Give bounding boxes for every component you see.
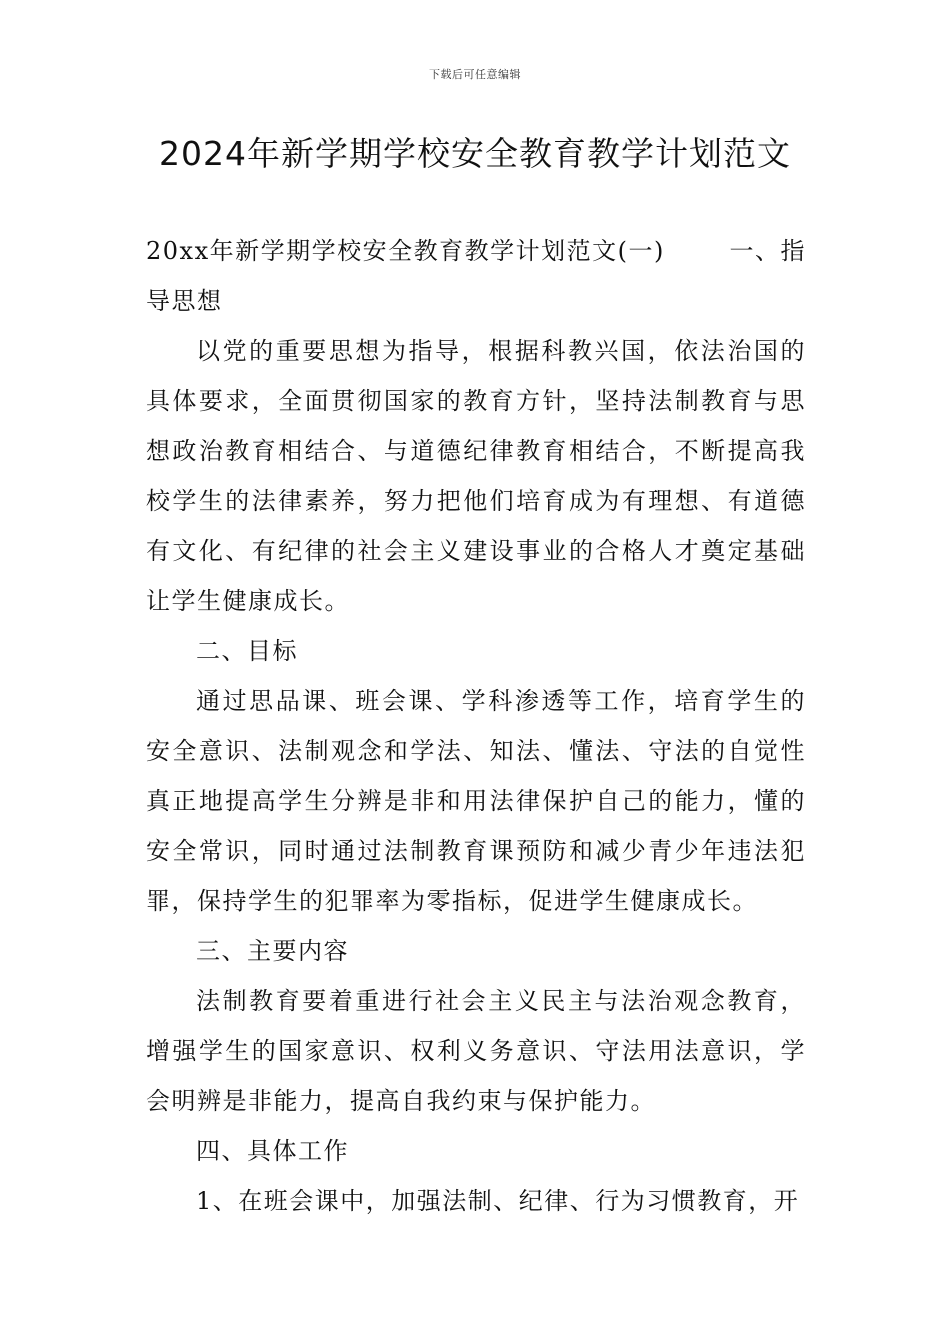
section1-paragraph: 以党的重要思想为指导，根据科教兴国，依法治国的具体要求，全面贯彻国家的教育方针，坚持法制教育与思想政治教育相结合、与道德纪律教育相结合，不断提高我校学生的法律素养，努力把他们培育成为有理想、有道德有文化、有纪律的社会主义建设事业的合格人才奠定基础让学生健康成长。 [146, 337, 806, 615]
section1-heading-part1: 一、指 [729, 237, 806, 265]
subtitle-line [146, 226, 806, 276]
section3-heading: 三、主要内容 [196, 937, 349, 965]
header-note: 下载后可任意编辑 [429, 68, 521, 81]
section1-heading-part2: 导思想 [146, 287, 223, 315]
section4-item-1: 1、在班会课中，加强法制、纪律、行为习惯教育，开 [196, 1187, 800, 1215]
section2-heading: 二、目标 [196, 637, 298, 665]
section3-paragraph: 法制教育要着重进行社会主义民主与法治观念教育，增强学生的国家意识、权利义务意识、守法用法意识，学会明辨是非能力，提高自我约束与保护能力。 [146, 987, 806, 1115]
document-body [146, 226, 806, 1226]
section4-heading: 四、具体工作 [196, 1137, 349, 1165]
document-subtitle: 20xx年新学期学校安全教育教学计划范文(一) [146, 237, 665, 265]
section2-paragraph: 通过思品课、班会课、学科渗透等工作，培育学生的安全意识、法制观念和学法、知法、懂法、守法的自觉性真正地提高学生分辨是非和用法律保护自己的能力，懂的安全常识，同时通过法制教育课预防和减少青少年违法犯罪，保持学生的犯罪率为零指标，促进学生健康成长。 [146, 687, 806, 915]
document-title: 2024年新学期学校安全教育教学计划范文 [159, 134, 791, 173]
